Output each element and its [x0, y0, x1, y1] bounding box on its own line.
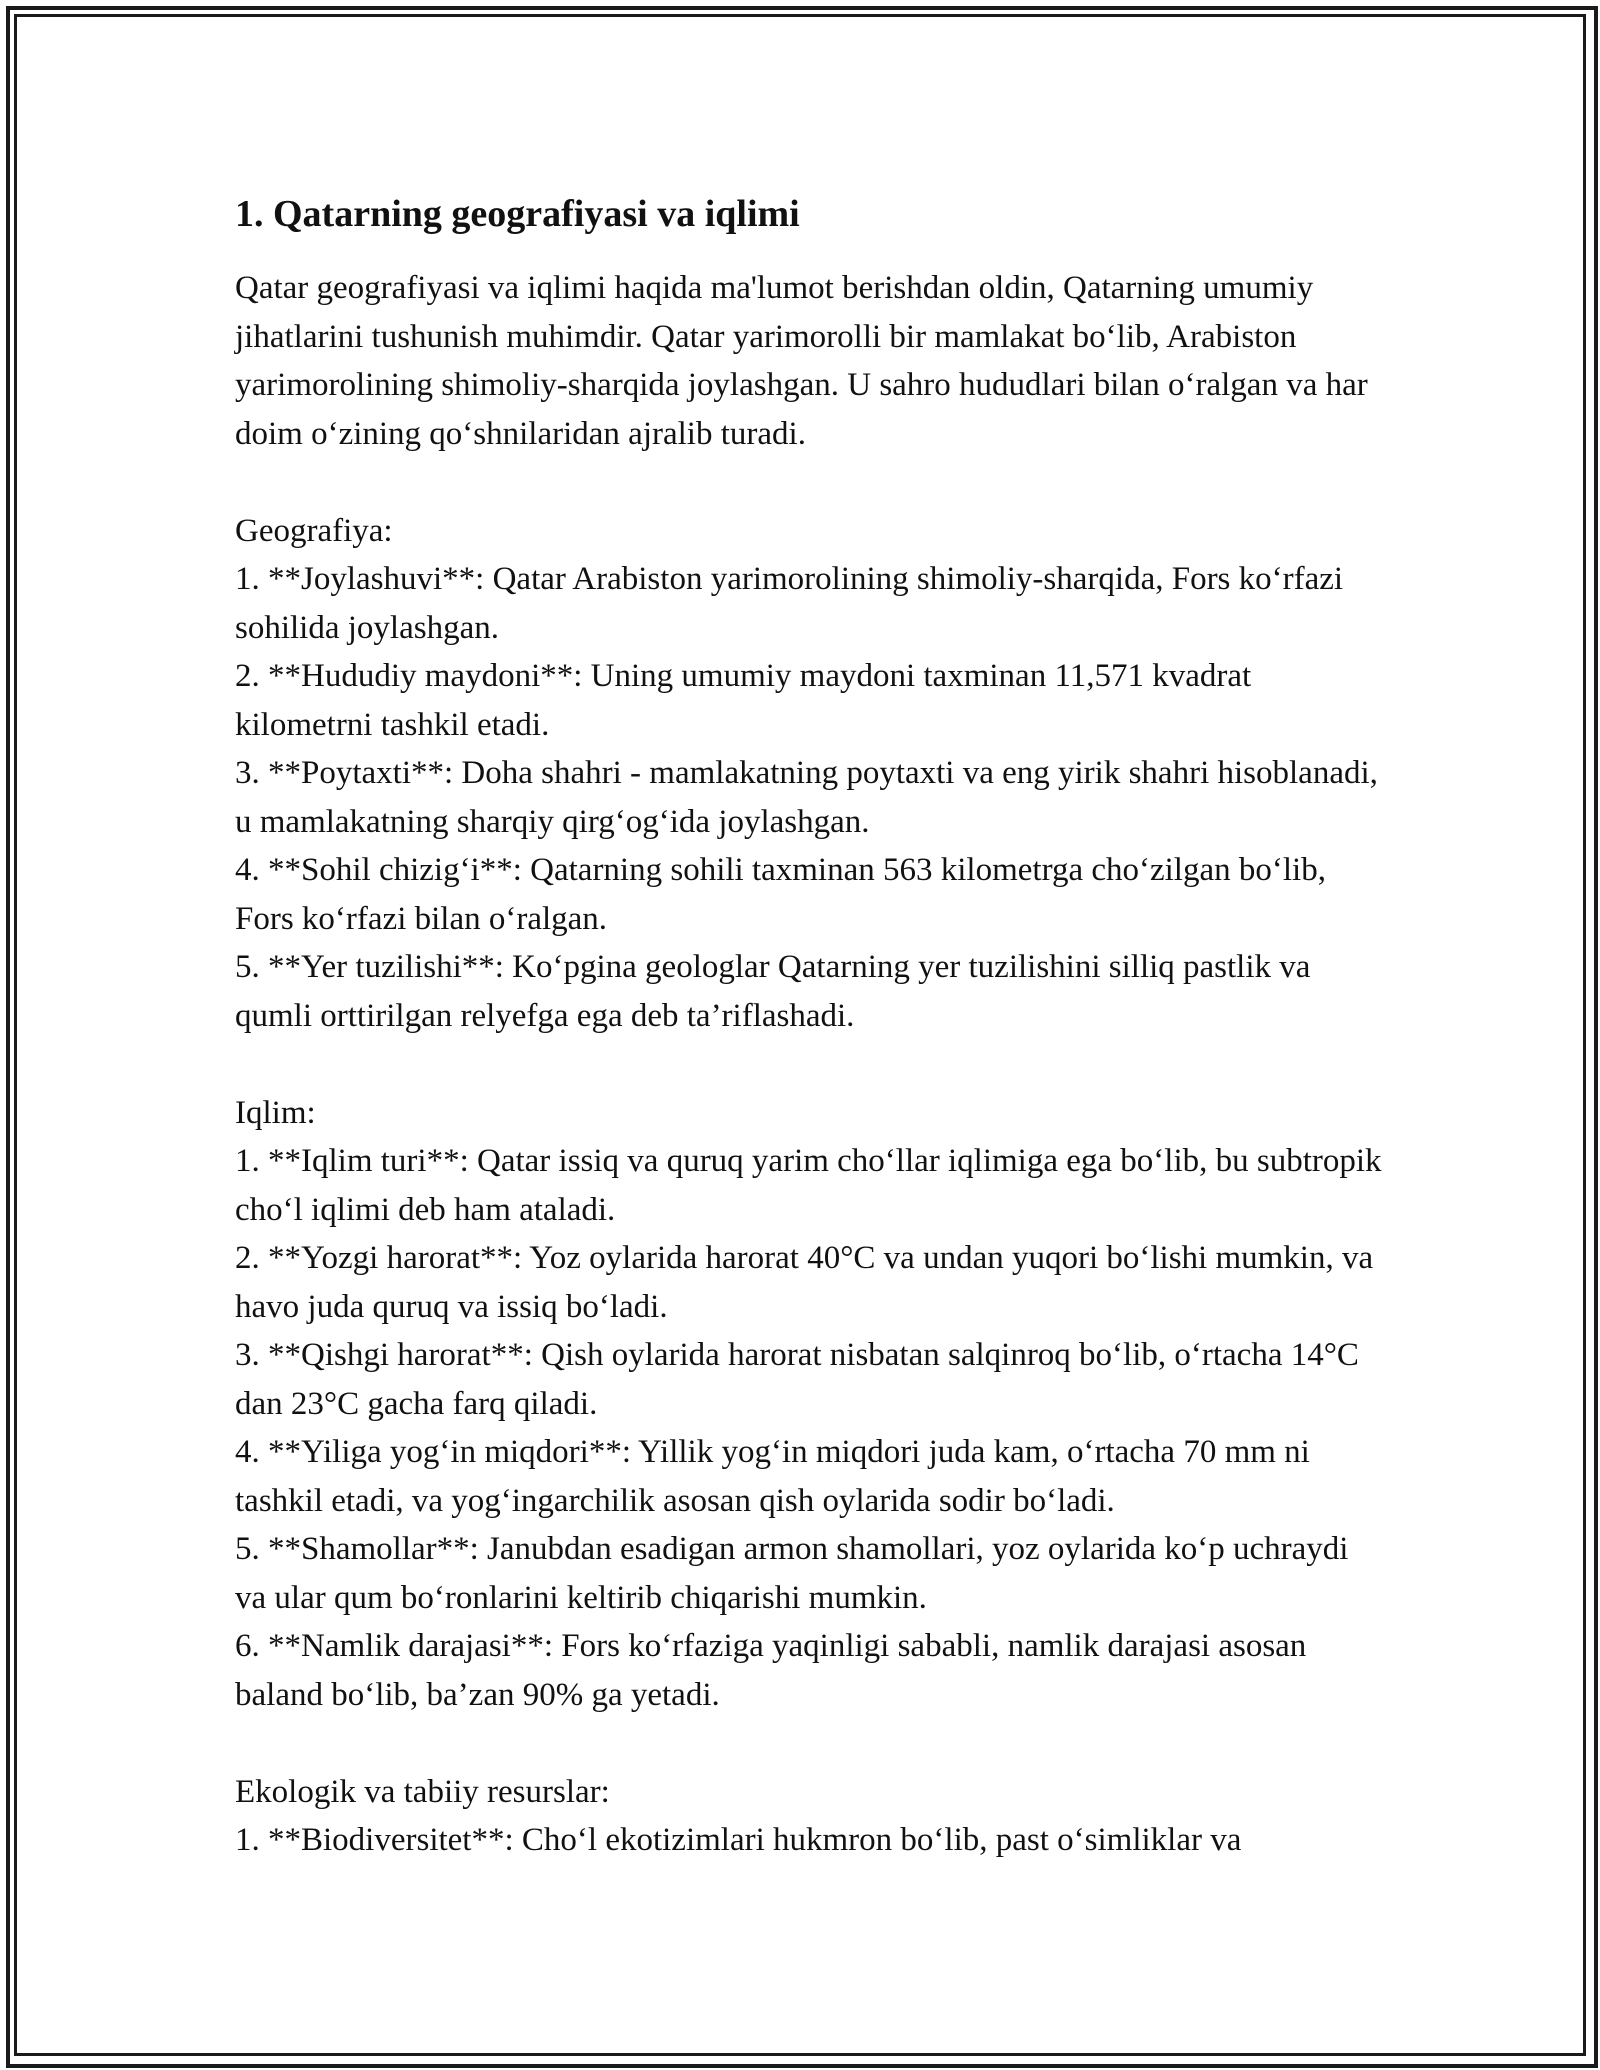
geography-item-1: 1. **Joylashuvi**: Qatar Arabiston yarimorolining shimoliy-sharqida, Fors ko‘rfazi sohilida joylashgan.	[235, 561, 1352, 646]
climate-section	[235, 1089, 1390, 1720]
climate-heading: Iqlim:	[235, 1094, 316, 1131]
climate-item-5: 5. **Shamollar**: Janubdan esadigan armon shamollari, yoz oylarida ko‘p uchraydi va ular qum bo‘ronlarini keltirib chiqarishi mumkin.	[235, 1531, 1357, 1616]
document-page	[235, 190, 1390, 1865]
geography-heading: Geografiya:	[235, 512, 393, 549]
geography-item-2: 2. **Hududiy maydoni**: Uning umumiy maydoni taxminan 11,571 kvadrat kilometrni tashkil etadi.	[235, 658, 1260, 743]
geography-item-3: 3. **Poytaxti**: Doha shahri - mamlakatning poytaxti va eng yirik shahri hisoblanadi, u mamlakatning sharqiy qirg‘og‘ida joylashgan.	[235, 755, 1387, 840]
climate-item-2: 2. **Yozgi harorat**: Yoz oylarida harorat 40°C va undan yuqori bo‘lishi mumkin, va havo juda quruq va issiq bo‘ladi.	[235, 1240, 1382, 1325]
climate-item-4: 4. **Yiliga yog‘in miqdori**: Yillik yog‘in miqdori juda kam, o‘rtacha 70 mm ni tashkil etadi, va yog‘ingarchilik asosan qish oylarida sodir bo‘ladi.	[235, 1434, 1319, 1519]
ecology-heading: Ekologik va tabiiy resurslar:	[235, 1773, 610, 1810]
climate-item-6: 6. **Namlik darajasi**: Fors ko‘rfaziga yaqinligi sababli, namlik darajasi asosan baland bo‘lib, ba’zan 90% ga yetadi.	[235, 1628, 1315, 1713]
intro-paragraph: Qatar geografiyasi va iqlimi haqida ma'lumot berishdan oldin, Qatarning umumiy jihatlarini tushunish muhimdir. Qatar yarimorolli bir mamlakat bo‘lib, Arabiston yarimorolining shimoliy-sharqida joylashgan. U sahro hududlari bilan o‘ralgan va har doim o‘zining qo‘shnilaridan ajralib turadi.	[235, 270, 1376, 452]
geography-item-4: 4. **Sohil chizig‘i**: Qatarning sohili taxminan 563 kilometrga cho‘zilgan bo‘lib, Fors ko‘rfazi bilan o‘ralgan.	[235, 852, 1335, 937]
document-title: 1. Qatarning geografiyasi va iqlimi	[235, 193, 800, 235]
geography-section	[235, 507, 1385, 1041]
ecology-item-1: 1. **Biodiversitet**: Cho‘l ekotizimlari hukmron bo‘lib, past o‘simliklar va	[235, 1822, 1242, 1858]
ecology-section	[235, 1768, 1385, 1865]
geography-item-5: 5. **Yer tuzilishi**: Ko‘pgina geologlar Qatarning yer tuzilishini silliq pastlik va qumli orttirilgan relyefga ega deb ta’riflashadi.	[235, 949, 1319, 1034]
climate-item-1: 1. **Iqlim turi**: Qatar issiq va quruq yarim cho‘llar iqlimiga ega bo‘lib, bu subtropik cho‘l iqlimi deb ham ataladi.	[235, 1143, 1390, 1228]
climate-item-3: 3. **Qishgi harorat**: Qish oylarida harorat nisbatan salqinroq bo‘lib, o‘rtacha 14°C dan 23°C gacha farq qiladi.	[235, 1337, 1368, 1422]
